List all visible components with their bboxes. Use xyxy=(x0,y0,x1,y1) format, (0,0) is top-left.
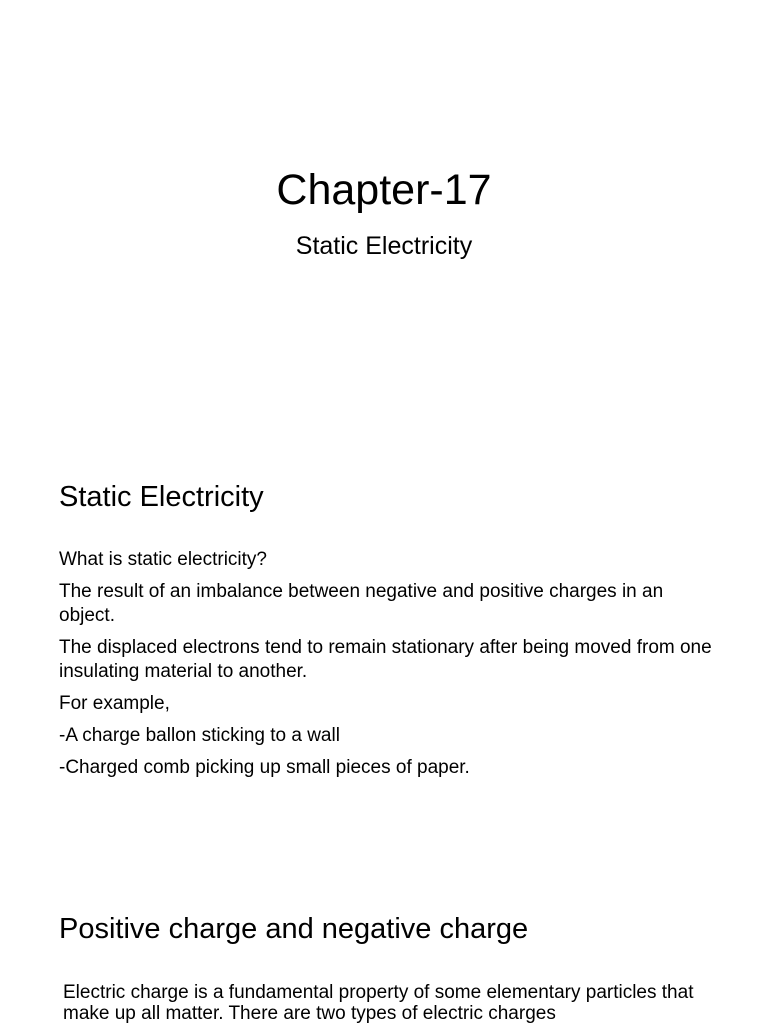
paragraph-definition: The result of an imbalance between negative and positive charges in an object. xyxy=(59,581,664,626)
static-electricity-slide xyxy=(0,432,768,864)
paragraph-example-intro: For example, xyxy=(59,693,170,714)
paragraph-example-balloon: -A charge ballon sticking to a wall xyxy=(59,725,340,746)
paragraph-displaced-electrons: The displaced electrons tend to remain stationary after being moved from one insulating material to another. xyxy=(59,637,712,682)
slide-body xyxy=(59,548,719,788)
paragraph-example-comb: -Charged comb picking up small pieces of paper. xyxy=(59,757,470,778)
charge-types-slide xyxy=(0,864,768,1024)
chapter-title: Chapter-17 xyxy=(276,166,492,214)
title-slide xyxy=(0,0,768,432)
chapter-subtitle: Static Electricity xyxy=(295,232,473,260)
slide-heading: Positive charge and negative charge xyxy=(59,913,529,945)
slide-heading: Static Electricity xyxy=(59,481,264,513)
slide-body-text: Electric charge is a fundamental property of some elementary particles that make up all matter. There are two types of electric charges xyxy=(63,982,694,1024)
paragraph-question: What is static electricity? xyxy=(59,549,267,570)
